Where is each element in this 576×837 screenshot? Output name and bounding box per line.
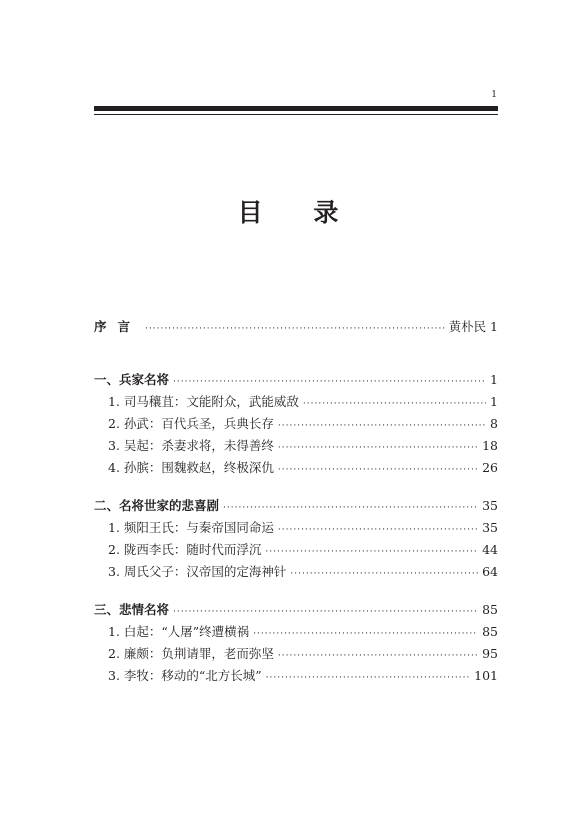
toc-entry[interactable] xyxy=(94,517,498,539)
toc-section-2[interactable] xyxy=(94,495,498,517)
toc-entry-label: 3. 吴起：杀妻求将，未得善终 xyxy=(108,438,274,453)
header-rule-thin xyxy=(94,114,498,115)
toc-entry-label: 2. 廉颇：负荆请罪，老而弥坚 xyxy=(108,646,274,661)
toc-section-3[interactable] xyxy=(94,599,498,621)
toc-entry-label: 2. 孙武：百代兵圣，兵典长存 xyxy=(108,416,274,431)
page-number: 1 xyxy=(491,90,497,100)
toc-entry-label: 序言 xyxy=(94,319,142,334)
toc-section-label: 二、名将世家的悲喜剧 xyxy=(94,498,220,513)
toc-section-1[interactable] xyxy=(94,369,498,391)
toc-entry-page: 1 xyxy=(490,394,498,409)
toc-section-label: 一、兵家名将 xyxy=(94,372,170,387)
toc-entry-preface[interactable] xyxy=(94,316,498,338)
toc-section-page: 1 xyxy=(490,372,498,387)
toc-entry-page: 35 xyxy=(482,520,498,535)
leader-dots xyxy=(278,415,486,437)
toc-entry-label: 1. 白起：“人屠”终遭横祸 xyxy=(108,624,250,639)
table-of-contents xyxy=(94,316,498,687)
toc-entry-page: 26 xyxy=(482,460,498,475)
leader-dots xyxy=(253,623,478,645)
leader-dots xyxy=(278,459,478,481)
toc-entry-page: 95 xyxy=(482,646,498,661)
toc-entry-page: 64 xyxy=(482,564,498,579)
toc-entry[interactable] xyxy=(94,665,498,687)
leader-dots xyxy=(266,667,470,689)
leader-dots xyxy=(278,645,478,667)
leader-dots xyxy=(278,437,478,459)
toc-entry[interactable] xyxy=(94,391,498,413)
header-rule-thick xyxy=(94,106,498,111)
toc-entry[interactable] xyxy=(94,621,498,643)
leader-dots xyxy=(145,318,445,340)
toc-section-label: 三、悲情名将 xyxy=(94,602,170,617)
toc-entry-page: 101 xyxy=(474,668,498,683)
toc-entry-page: 8 xyxy=(490,416,498,431)
toc-entry-label: 1. 司马穰苴：文能附众，武能威敌 xyxy=(108,394,299,409)
page-title: 目 录 xyxy=(237,198,360,227)
leader-dots xyxy=(303,393,486,415)
toc-entry-label: 3. 周氏父子：汉帝国的定海神针 xyxy=(108,564,287,579)
leader-dots xyxy=(173,371,486,393)
toc-entry-label: 2. 陇西李氏：随时代而浮沉 xyxy=(108,542,262,557)
toc-entry[interactable] xyxy=(94,457,498,479)
leader-dots xyxy=(173,601,478,623)
toc-entry-label: 4. 孙膑：围魏救赵，终极深仇 xyxy=(108,460,274,475)
toc-entry[interactable] xyxy=(94,435,498,457)
toc-entry[interactable] xyxy=(94,561,498,583)
toc-section-page: 35 xyxy=(482,498,498,513)
toc-entry-label: 1. 频阳王氏：与秦帝国同命运 xyxy=(108,520,274,535)
toc-entry[interactable] xyxy=(94,413,498,435)
toc-entry-page: 44 xyxy=(482,542,498,557)
toc-entry-page: 黄朴民 1 xyxy=(448,319,498,334)
leader-dots xyxy=(223,497,478,519)
toc-entry[interactable] xyxy=(94,539,498,561)
toc-entry-page: 18 xyxy=(482,438,498,453)
leader-dots xyxy=(265,541,478,563)
leader-dots xyxy=(290,563,478,585)
toc-entry-page: 85 xyxy=(482,624,498,639)
toc-entry-label: 3. 李牧：移动的“北方长城” xyxy=(108,668,262,683)
toc-section-page: 85 xyxy=(482,602,498,617)
toc-entry[interactable] xyxy=(94,643,498,665)
leader-dots xyxy=(278,519,478,541)
